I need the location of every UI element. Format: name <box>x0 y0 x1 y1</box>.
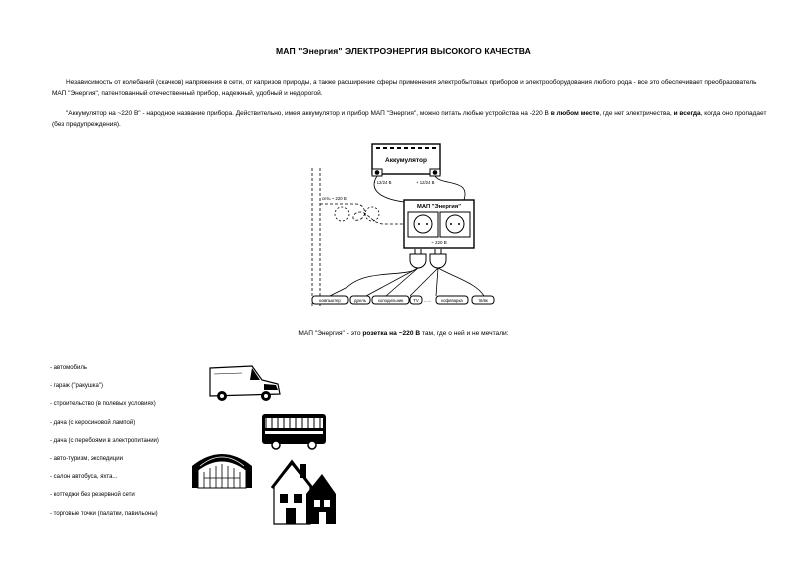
bus-illustration <box>262 414 326 449</box>
outlet-1 <box>414 215 432 233</box>
battery-label: Аккумулятор <box>385 157 427 164</box>
van-illustration <box>210 366 280 401</box>
plug-1 <box>410 254 426 268</box>
list-item: - авто-туризм, экспедиции <box>50 455 123 462</box>
para2-bold-1: в любом месте <box>550 110 600 117</box>
battery-minus-label: - 12/24 В <box>374 180 392 185</box>
list-item: - строительство (в полевых условиях) <box>50 401 156 408</box>
use-case-list <box>50 364 159 528</box>
load-label: тв/вк <box>478 297 488 303</box>
load-label: TV <box>413 297 419 303</box>
output-label: ~ 220 В <box>431 240 447 245</box>
list-item: - дача (с керосиновой лампой) <box>50 419 136 426</box>
para2-text-3: , когда оно пропадает (без предупреждения). <box>52 110 767 128</box>
list-item: - автомобиль <box>50 365 87 371</box>
page-title: МАП "Энергия" ЭЛЕКТРОЭНЕРГИЯ ВЫСОКОГО КАЧЕСТВА <box>276 46 531 56</box>
caption-text-1: МАП "Энергия" - это <box>298 330 361 337</box>
plug-2 <box>430 254 446 268</box>
list-item: - гараж ("ракушка") <box>50 383 103 390</box>
load-label: компьютер <box>319 297 341 303</box>
para2-text-1: "Аккумулятор на ~220 В" - народное название прибора. Действительно, имея аккумулятор и прибор МАП "Энергия", можно питать любые устройства на -220 В <box>66 110 549 117</box>
load-boxes <box>312 296 494 304</box>
load-label: кофеварка <box>441 297 463 303</box>
load-label: холодильник <box>377 297 404 303</box>
caption-bold: розетка на ~220 В <box>362 330 421 337</box>
grid-label: сеть ~ 220 В <box>322 196 347 201</box>
wiring-diagram <box>306 138 506 310</box>
list-item: - торговые точки (палатки, павильоны) <box>50 510 158 517</box>
nickname-paragraph <box>52 108 770 130</box>
garage-illustration <box>192 454 252 488</box>
list-item: - дача (с перебоями в электропитании) <box>50 437 159 444</box>
device-label: МАП "Энергия" <box>417 204 461 210</box>
para2-text-2: , где нет электричества, <box>599 110 672 117</box>
para2-bold-2: и всегда <box>673 110 701 117</box>
caption-text-2: там, где о ней и не мечтали: <box>421 330 509 337</box>
battery-plus-label: + 12/24 В <box>416 180 435 185</box>
list-item: - салон автобуса, яхта... <box>50 474 118 481</box>
house-illustration <box>272 462 336 524</box>
list-item: - коттеджи без резервной сети <box>50 492 135 499</box>
load-dots: ...... <box>424 298 432 303</box>
caption <box>0 330 807 337</box>
illustrations <box>186 360 346 530</box>
intro-paragraph: Независимость от колебаний (скачков) напряжения в сети, от капризов природы, а также расширение сферы применения электробытовых приборов и электрооборудования любого рода - все это обеспечивает преобразователь МАП "Энергия", патентованный отечественный прибор, надежный, удобный и недорогой. <box>52 79 757 97</box>
outlet-2 <box>446 215 464 233</box>
load-label: дрель <box>354 297 366 303</box>
